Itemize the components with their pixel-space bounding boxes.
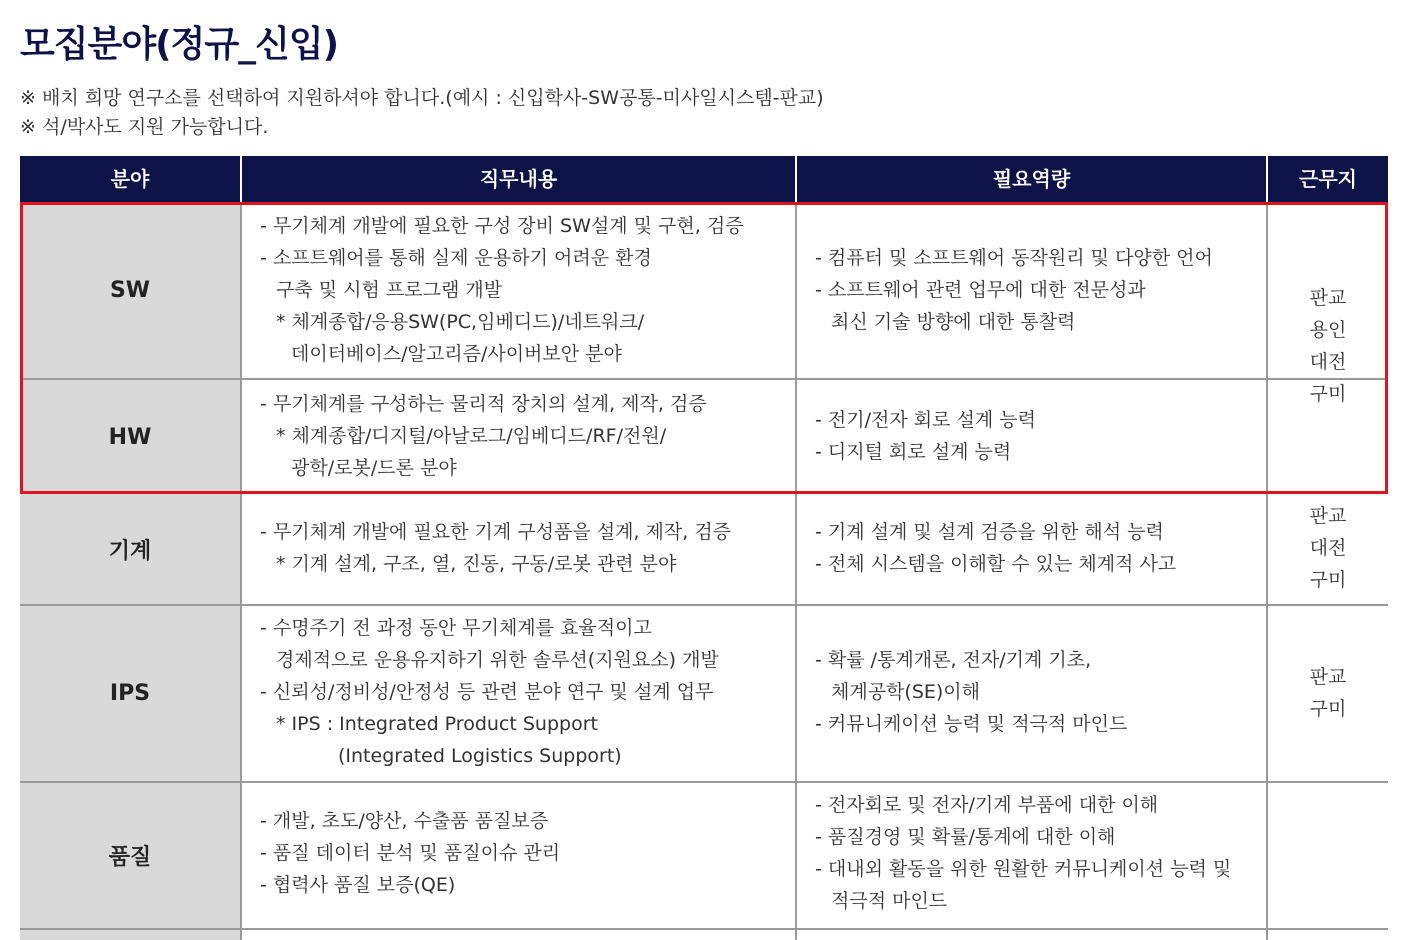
location-cell-sw-hw (1266, 202, 1388, 494)
skill-line: - 확률 /통계개론, 전자/기계 기초, (815, 649, 1092, 671)
duty-line: - 소프트웨어를 통해 실제 운용하기 어려운 환경 (260, 247, 652, 269)
skill-line: 체계공학(SE)이해 (831, 681, 981, 703)
skill-line: - 전체 시스템을 이해할 수 있는 체계적 사고 (815, 553, 1177, 575)
duties-cell (240, 606, 795, 781)
location-item: 구미 (1309, 383, 1347, 405)
location-cell (1266, 494, 1388, 604)
skill-line: 적극적 마인드 (831, 890, 948, 912)
location-item: 판교 (1309, 287, 1347, 309)
note-preference: ※ 배치 희망 연구소를 선택하여 지원하셔야 합니다.(예시 : 신입학사-SW공통-미사일시스템-판교) (20, 87, 824, 109)
table-row-partial (20, 930, 1388, 940)
header-duties: 직무내용 (240, 156, 795, 202)
table-row-sw (20, 202, 1388, 380)
duty-line: 경제적으로 운용유지하기 위한 솔루션(지원요소) 개발 (276, 649, 719, 671)
skills-cell (795, 202, 1266, 378)
skill-line: - 전자회로 및 전자/기계 부품에 대한 이해 (815, 794, 1159, 816)
duty-line: - 무기체계를 구성하는 물리적 장치의 설계, 제작, 검증 (260, 393, 707, 415)
skills-cell (795, 494, 1266, 604)
table-row-mech (20, 494, 1388, 606)
duty-line: - 무기체계 개발에 필요한 구성 장비 SW설계 및 구현, 검증 (260, 215, 744, 237)
duty-line: - 개발, 초도/양산, 수출품 품질보증 (260, 810, 549, 832)
skill-line: - 전기/전자 회로 설계 능력 (815, 409, 1036, 431)
duties-cell (240, 494, 795, 604)
duty-line: - 무기체계 개발에 필요한 기계 구성품을 설계, 제작, 검증 (260, 521, 732, 543)
table-row-hw (20, 380, 1388, 494)
duties-cell (240, 380, 795, 494)
location-item: 판교 (1309, 666, 1347, 688)
field-cell: HW (20, 380, 240, 494)
skill-line: - 소프트웨어 관련 업무에 대한 전문성과 (815, 279, 1146, 301)
duties-cell (240, 930, 795, 940)
location-cell (1266, 930, 1388, 940)
duty-line: - 협력사 품질 보증(QE) (260, 874, 456, 896)
duty-line: (Integrated Logistics Support) (338, 745, 622, 767)
skill-line: - 디지털 회로 설계 능력 (815, 441, 1012, 463)
skill-line: - 커뮤니케이션 능력 및 적극적 마인드 (815, 713, 1128, 735)
table-row-ips (20, 606, 1388, 783)
location-cell (1266, 783, 1388, 928)
skills-cell (795, 380, 1266, 494)
duty-line: 광학/로봇/드론 분야 (291, 457, 457, 479)
skills-cell (795, 783, 1266, 928)
skill-line: - 기계 설계 및 설계 검증을 위한 해석 능력 (815, 521, 1164, 543)
skills-cell (795, 930, 1266, 940)
table-row-quality (20, 783, 1388, 930)
field-cell: 품질 (20, 783, 240, 928)
field-cell: 기계 (20, 494, 240, 604)
duty-line: * 기계 설계, 구조, 열, 진동, 구동/로봇 관련 분야 (276, 553, 677, 575)
field-cell (20, 930, 240, 940)
duty-line: - 품질 데이터 분석 및 품질이슈 관리 (260, 842, 561, 864)
header-field: 분야 (110, 167, 150, 191)
table-header (20, 156, 1388, 202)
skill-line: - 대내외 활동을 위한 원활한 커뮤니케이션 능력 및 (815, 858, 1232, 880)
duty-line: - 수명주기 전 과정 동안 무기체계를 효율적이고 (260, 617, 652, 639)
location-item: 용인 (1309, 319, 1347, 341)
page-title: 모집분야(정규_신입) (20, 24, 339, 65)
skill-line: - 품질경영 및 확률/통계에 대한 이해 (815, 826, 1116, 848)
duties-cell (240, 202, 795, 378)
location-item: 판교 (1309, 505, 1347, 527)
duty-line: * 체계종합/응용SW(PC,임베디드)/네트워크/ (276, 311, 645, 333)
duty-line: * 체계종합/디지털/아날로그/임베디드/RF/전원/ (276, 425, 667, 447)
duties-cell (240, 783, 795, 928)
note-degree: ※ 석/박사도 지원 가능합니다. (20, 116, 269, 138)
duty-line: 데이터베이스/알고리즘/사이버보안 분야 (291, 343, 622, 365)
location-cell (1266, 606, 1388, 781)
skills-cell (795, 606, 1266, 781)
header-skills: 필요역량 (795, 156, 1266, 202)
location-item: 구미 (1309, 698, 1347, 720)
location-item: 구미 (1309, 569, 1347, 591)
location-item: 대전 (1309, 351, 1347, 373)
skill-line: 최신 기술 방향에 대한 통찰력 (831, 311, 1076, 333)
duty-line: - 신뢰성/정비성/안정성 등 관련 분야 연구 및 설계 업무 (260, 681, 714, 703)
field-cell: IPS (20, 606, 240, 781)
location-item: 대전 (1309, 537, 1347, 559)
duty-line: * IPS : Integrated Product Support (276, 713, 598, 735)
field-cell: SW (20, 202, 240, 378)
header-location: 근무지 (1266, 156, 1388, 202)
skill-line: - 컴퓨터 및 소프트웨어 동작원리 및 다양한 언어 (815, 247, 1213, 269)
duty-line: 구축 및 시험 프로그램 개발 (276, 279, 503, 301)
